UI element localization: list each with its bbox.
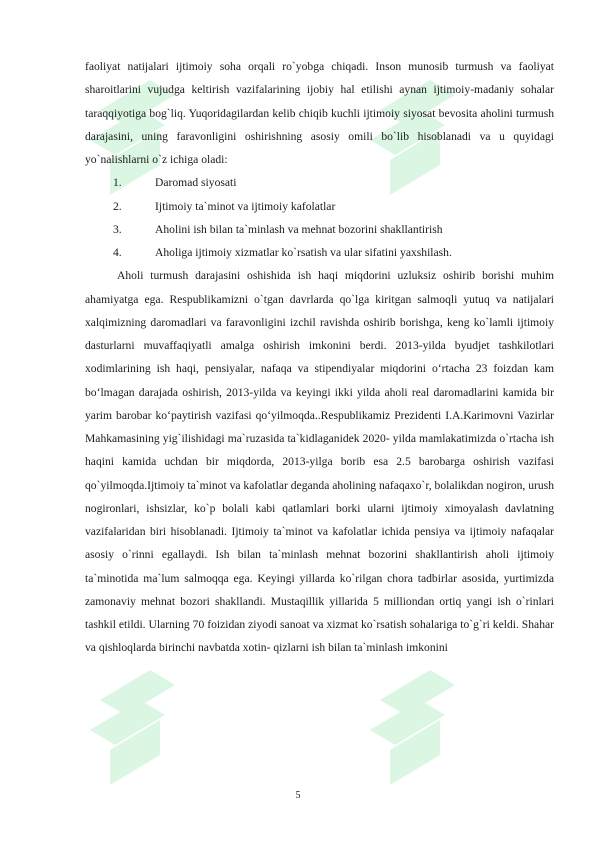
list-item: [85, 241, 554, 264]
list-item: [85, 171, 554, 194]
watermark-logo-icon: [360, 660, 470, 810]
policy-directions-list: [85, 171, 554, 264]
list-item-number: 1.: [113, 176, 122, 190]
list-item-label: Ijtimoiy ta`minot va ijtimoiy kafolatlar: [155, 199, 336, 213]
intro-paragraph: faoliyat natijalari ijtimoiy soha orqali ro`yobga chiqadi. Inson munosib turmush va faoliyat sharoitlarini vujudga keltirish vazifalarining ijobiy hal etilishi aynan ijtimoiy-madaniy sohalar taraqqiyotiga bog`liq. Yuqoridagilardan kelib chiqib kuchli ijtimoiy siyosat bevosita aholini turmush darajasini, uning faravonligini oshirishning asosiy omili bo`lib hisoblanadi va u quyidagi yo`nalishlarni o`z ichiga oladi:: [85, 60, 554, 166]
list-item: [85, 218, 554, 241]
list-item-number: 4.: [113, 246, 122, 259]
list-item-label: Aholiga ijtimoiy xizmatlar ko`rsatish va ular sifatini yaxshilash.: [155, 246, 452, 259]
page-number: 5: [295, 790, 301, 801]
list-item-number: 3.: [113, 222, 122, 236]
list-item-label: Daromad siyosati: [155, 176, 237, 190]
body-paragraph: Aholi turmush darajasini oshishida ish haqi miqdorini uzluksiz oshirib borishi muhim ahamiyatga ega. Respublikamizni o`tgan davrlarda qo`lga kiritgan salmoqli yutuq va natijalari xalqimizning daromadlari va faravonligini izchil ravishda oshirib borishga, keng ko`lamli ijtimoiy dasturlarni muvaffaqiyatli amalga oshirish imkonini berdi. 2013-yilda byudjet tashkilotlari xodimlarining ish haqi, pensiyalar, nafaqa va stipendiyalar miqdorini o‘rtacha 23 foizdan kam bo‘lmagan darajada oshirish, 2013-yilda va keyingi ikki yilda aholi real daromadlarini kamida bir yarim barobar ko‘paytirish vazifasi qo‘yilmoqda..Respublikamiz Prezidenti I.A.Karimovni Vazirlar Mahkamasining yig`ilishidagi ma`ruzasida ta`kidlaganidek 2020- yilda mamlakatimizda o`rtacha ish haqini kamida uchdan bir miqdorda, 2013-yilga borib esa 2.5 barobarga oshirish vazifasi qo`yilmoqda.Ijtimoiy ta`minot va kafolatlar deganda aholining nafaqaxo`r, bolalikdan nogiron, urush nogironlari, ishsizlar, ko`p bolali kabi qatlamlari borki ularni ijtimoiy ximoyalash davlatning vazifalaridan biri hisoblanadi. Ijtimoiy ta`minot va kafolatlar ichida pensiya va ijtimoiy nafaqalar asosiy o`rinni egallaydi. Ish bilan ta`minlash mehnat bozorini shakllantirish aholi ijtimoiy ta`minotida ma`lum salmoqqa ega. Keyingi yillarda ko`rilgan chora tadbirlar asosida, yurtimizda zamonaviy mehnat bozori shakllandi. Mustaqillik yillarida 5 milliondan ortiq yangi ish o`rinlari tashkil etildi. Ularning 70 foizidan ziyodi sanoat va xizmat ko`rsatish sohalariga to`g`ri keldi. Shahar va qishloqlarda birinchi navbatda xotin- qizlarni ish bilan ta`minlash imkonini: [85, 269, 554, 655]
list-item-label: Aholini ish bilan ta`minlash va mehnat bozorini shakllantirish: [155, 222, 443, 236]
list-item-number: 2.: [113, 199, 122, 213]
page-body: [85, 55, 554, 660]
watermark-logo-icon: [80, 660, 190, 810]
list-item: [85, 195, 554, 218]
